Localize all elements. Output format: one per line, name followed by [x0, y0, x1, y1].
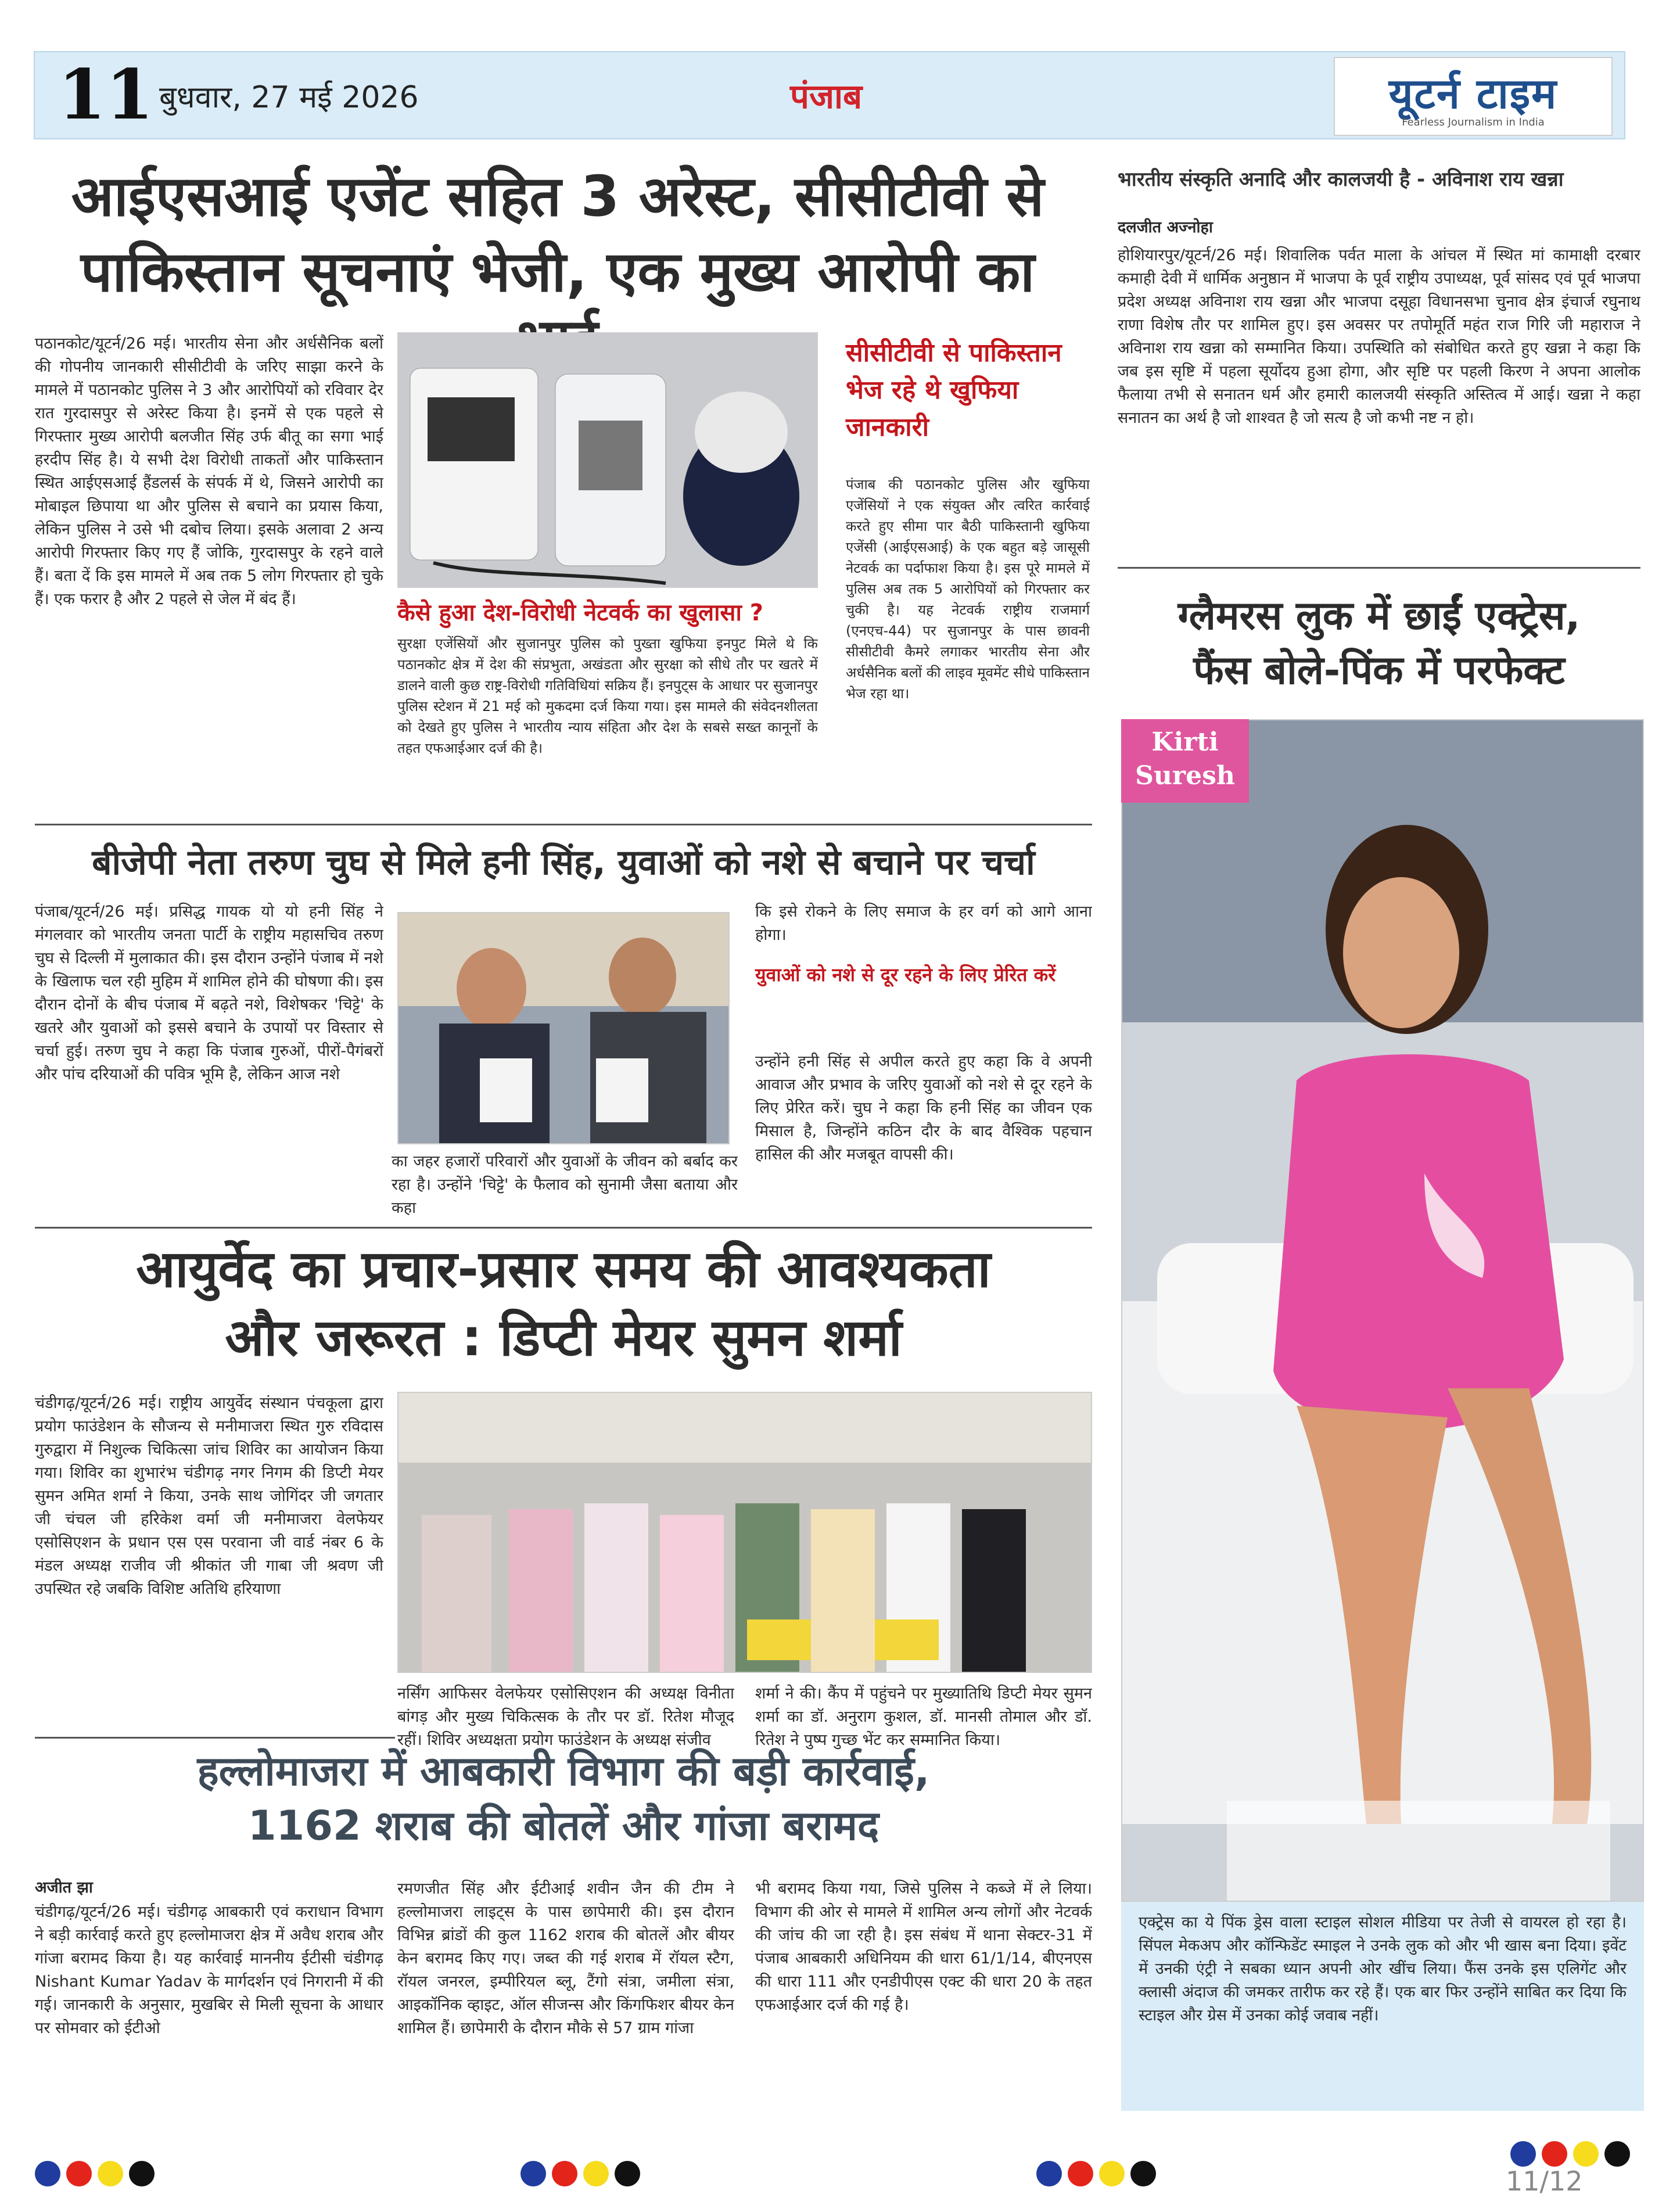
excise-headline-line2: 1162 शराब की बोतलें और गांजा बरामद [247, 1802, 879, 1850]
divider [35, 824, 1092, 825]
black-dot [129, 2161, 155, 2186]
actress-photo [1121, 719, 1644, 1902]
ayurveda-column-2: नर्सिंग आफिसर वेलफेयर एसोसिएशन की अध्यक्ष विनीता बांगड़ और मुख्य चिकित्सक के तौर पर डॉ. रितेश मौजूद रहीं। शिविर अध्यक्षता प्रयोग फाउंडेशन के अध्यक्ष संजीव [397, 1685, 734, 1749]
excise-column-1: चंडीगढ़/यूटर्न/26 मई। चंडीगढ़ आबकारी एवं कराधान विभाग ने बड़ी कार्रवाई करते हुए हल्लोमाजरा क्षेत्र में अवैध शराब और गांजा बरामद किया है। यह कार्रवाई माननीय ईटीसी चंडीगढ़ Nishant Kumar Yadav के मार्गदर्शन एवं निगरानी में की गई। जानकारी के अनुसार, मुखबिर से मिली सूचना के आधार पर सोमवार को ईटीओ [35, 1903, 383, 2037]
culture-body: होशियारपुर/यूटर्न/26 मई। शिवालिक पर्वत माला के आंचल में स्थित मां कामाक्षी दरबार कमाही देवी में धार्मिक अनुष्ठान में भाजपा के पूर्व राष्ट्रीय उपाध्यक्ष, पूर्व सांसद एवं पूर्व भाजपा प्रदेश अध्यक्ष अविनाश राय खन्ना और भाजपा दसूहा विधानसभा चुनाव क्षेत्र इंचार्ज रघुनाथ राणा विशेष तौर पर शामिल हुए। इस अवसर पर तपोमूर्ति महंत राज गिरि जी महाराज ने अविनाश राय खन्ना को सम्मानित किया। उपस्थिति को संबोधित करते हुए खन्ना ने कहा कि जब इस सृष्टि में पहला सूर्योदय हुआ होगा, और सृष्टि पर पहली किरण ने अपना आलोक फैलाया तभी से सनातन धर्म और हमारी कालजयी संस्कृति अस्तित्व में आई। खन्ना ने कहा सनातन का अर्थ है जो शाश्वत है जो सत्य है जो कभी नष्ट न हो। [1118, 246, 1640, 427]
ayurveda-column-3: शर्मा ने की। कैंप में पहुंचने पर मुख्यातिथि डिप्टी मेयर सुमन शर्मा का डॉ. अनुराग कुशल, डॉ. मानसी तोमाल और डॉ. रितेश ने पुष्प गुच्छ भेंट कर सम्मानित किया। [755, 1685, 1092, 1749]
masthead [34, 51, 1625, 139]
actress-name-line2: Suresh [1135, 761, 1235, 791]
blue-dot [35, 2161, 60, 2186]
yellow-dot [1099, 2161, 1125, 2186]
isi-column-1: पठानकोट/यूटर्न/26 मई। भारतीय सेना और अर्धसैनिक बलों की गोपनीय जानकारी सीसीटीवी के जरिए साझा करने के मामले में पठानकोट पुलिस ने 3 और आरोपियों को रविवार देर रात गुरदासपुर से अरेस्ट किया है। इनमें से एक पहले से गिरफ्तार मुख्य आरोपी बलजीत सिंह उर्फ बीतू का सगा भाई हरदीप सिंह है। ये सभी देश विरोधी ताकतों और पाकिस्तान स्थित आईएसआई हैंडलर्स के संपर्क में थे, जिसने आरोपी का मोबाइल छिपाया था और पुलिस से बचाने का प्रयास किया, लेकिन पुलिस ने उसे भी दबोच लिया। इसके अलावा 2 अन्य आरोपी गिरफ्तार किए गए हैं जोकि, गुरदासपुर के रहने वाले हैं। बता दें कि इस मामले में अब तक 5 लोग गिरफ्तार हो चुके हैं। एक फरार है और 2 पहले से जेल में बंद हैं। [35, 335, 383, 608]
logo-text: यूटर्न टाइम [1388, 69, 1558, 118]
culture-headline: भारतीय संस्कृति अनादि और कालजयी है - अविनाश राय खन्ना [1118, 168, 1564, 191]
logo-tagline: Fearless Journalism in India [1402, 116, 1545, 128]
honey-singh-photo [397, 912, 730, 1144]
isi-photo-caption: कैसे हुआ देश-विरोधी नेटवर्क का खुलासा ? [397, 599, 763, 626]
color-registration-dots-1 [35, 2161, 155, 2190]
actress-headline-line2: फैंस बोले-पिंक में परफेक्ट [1193, 648, 1565, 694]
page-date: बुधवार, 27 मई 2026 [159, 80, 419, 115]
page-counter: 11/12 [1506, 2166, 1583, 2197]
section-name: पंजाब [790, 77, 863, 116]
red-dot [66, 2161, 92, 2186]
honey-column-1: पंजाब/यूटर्न/26 मई। प्रसिद्ध गायक यो यो हनी सिंह ने मंगलवार को भारतीय जनता पार्टी के राष्ट्रीय महासचिव तरुण चुघ से दिल्ली में मुलाकात की। इस दौरान उन्होंने पंजाब में नशे के खिलाफ चल रही मुहिम में शामिल होने की घोषणा की। इस दौरान दोनों के बीच पंजाब में बढ़ते नशे, विशेषकर 'चिट्टे' के खतरे और युवाओं को इससे बचाने के उपायों पर विस्तार से चर्चा हुई। तरुण चुघ ने कहा कि पंजाब गुरुओं, पीरों-पैगंबरों और पांच दरियाओं की पवित्र भूमि है, लेकिन आज नशे [35, 903, 383, 1083]
honey-column-3-body: उन्होंने हनी सिंह से अपील करते हुए कहा कि वे अपनी आवाज और प्रभाव के जरिए युवाओं को नशे से दूर रहने के लिए प्रेरित करें। चुघ ने कहा कि हनी सिंह का जीवन एक मिसाल है, जिन्होंने कठिन दौर के बाद वैश्विक पहचान हासिल की और मजबूत वापसी की। [755, 1053, 1092, 1164]
divider [1118, 567, 1640, 569]
yellow-dot [98, 2161, 123, 2186]
divider [35, 1227, 1092, 1229]
honey-column-3-top: कि इसे रोकने के लिए समाज के हर वर्ग को आगे आना होगा। [755, 903, 1092, 944]
newspaper-logo[interactable] [1334, 57, 1613, 136]
black-dot [1130, 2161, 1156, 2186]
isi-side-body: पंजाब की पठानकोट पुलिस और खुफिया एजेंसियों ने एक संयुक्त और त्वरित कार्रवाई करते हुए सीमा पार बैठी पाकिस्तानी खुफिया एजेंसी (आईएसआई) के एक बहुत बड़े जासूसी नेटवर्क का पर्दाफाश किया है। इस पूरे मामले में पुलिस अब तक 5 आरोपियों को गिरफ्तार कर चुकी है। यह नेटवर्क राष्ट्रीय राजमार्ग (एनएच-44) पर सुजानपुर के पास छावनी सीसीटीवी कैमरे लगाकर भारतीय सेना और अर्धसैनिक बलों की लाइव मूवमेंट सीधे पाकिस्तान भेज रहा था। [846, 476, 1090, 702]
yellow-dot [1573, 2141, 1599, 2167]
isi-headline-line2: पाकिस्तान सूचनाएं भेजी, एक मुख्य आरोपी का [80, 239, 1035, 304]
yellow-dot [583, 2161, 609, 2186]
ayurveda-column-1: चंडीगढ़/यूटर्न/26 मई। राष्ट्रीय आयुर्वेद संस्थान पंचकूला द्वारा प्रयोग फाउंडेशन के सौजन्य से मनीमाजरा स्थित गुरु रविदास गुरुद्वारा में निशुल्क चिकित्सा जांच शिविर का आयोजन किया गया। शिविर का शुभारंभ चंडीगढ़ नगर निगम की डिप्टी मेयर सुमन अमित शर्मा ने किया, उनके साथ जोगिंदर जी जगतार जी चंचल जी हरिकेश वर्मा जी मनीमाजरा वेलफेयर एसोसिएशन के प्रधान एस एस परवाना जी वार्ड नंबर 6 के मंडल अध्यक्ष राजीव जी श्रीकांत जी गाबा जी श्रवण जी उपस्थित रहे जबकि विशिष्ट अतिथि हरियाणा [35, 1394, 383, 1598]
actress-caption: एक्ट्रेस का ये पिंक ड्रेस वाला स्टाइल सोशल मीडिया पर तेजी से वायरल हो रहा है। सिंपल मेकअप और कॉन्फिडेंट स्माइल ने उनके लुक को और भी खास बना दिया। इवेंट में उनकी एंट्री ने सबका ध्यान अपनी ओर खींच लिया। फैंस उनके इस एलिगेंट और क्लासी अंदाज की जमकर तारीफ कर रहे हैं। एक बार फिर उन्होंने साबित कर दिया कि स्टाइल और ग्रेस में उनका कोई जवाब नहीं। [1121, 1902, 1644, 2111]
divider [35, 1737, 395, 1739]
blue-dot [1510, 2141, 1536, 2167]
isi-headline-line1: आईएसआई एजेंट सहित 3 अरेस्ट, सीसीटीवी से [71, 164, 1044, 229]
culture-byline: दलजीत अज्नोहा [1118, 218, 1213, 236]
meeting-image [398, 913, 730, 1144]
red-dot [1542, 2141, 1567, 2167]
excise-byline: अजीत झा [35, 1879, 93, 1897]
excise-column-3: भी बरामद किया गया, जिसे पुलिस ने कब्जे में ले लिया। विभाग की ओर से मामले में शामिल अन्य लोगों और नेटवर्क की जांच की जा रही है। इस संबंध में थाना सेक्टर-31 में पंजाब आबकारी अधिनियम की धारा 61/1/14, बीएनएस की धारा 111 और एनडीपीएस एक्ट की धारा 20 के तहत एफआईआर दर्ज की गई है। [755, 1880, 1092, 2014]
cctv-equipment-image [398, 333, 818, 588]
color-registration-dots-3 [1036, 2161, 1156, 2190]
actress-image [1122, 720, 1644, 1902]
ayurveda-headline-line2: और जरूरत : डिप्टी मेयर सुमन शर्मा [225, 1308, 902, 1367]
ayurveda-headline-line1: आयुर्वेद का प्रचार-प्रसार समय की आवश्यकता [136, 1239, 991, 1299]
color-registration-dots-2 [520, 2161, 640, 2190]
honey-subhead: युवाओं को नशे से दूर रहने के लिए प्रेरित करें [755, 964, 1056, 986]
group-photo-image [398, 1393, 1092, 1673]
ayurveda-camp-photo [397, 1392, 1092, 1673]
red-dot [552, 2161, 577, 2186]
page-number: 11 [58, 54, 154, 135]
black-dot [615, 2161, 640, 2186]
excise-column-2: रमणजीत सिंह और ईटीआई शवीन जैन की टीम ने हल्लोमाजरा लाइट्स के पास छापेमारी की। इस दौरान विभिन्न ब्रांडों की कुल 1162 शराब की बोतलें और बीयर केन बरामद किए गए। जब्त की गई शराब में रॉयल स्टैग, रॉयल जनरल, इम्पीरियल ब्लू, टैंगो संत्रा, जमीला संत्रा, आइकॉनिक व्हाइट, ऑल सीजन्स और किंगफिशर बीयर केन शामिल हैं। छापेमारी के दौरान मौके से 57 ग्राम गांजा [397, 1880, 734, 2037]
actress-name-tag [1121, 719, 1249, 803]
isi-evidence-photo [397, 332, 818, 588]
isi-caption-body: सुरक्षा एजेंसियों और सुजानपुर पुलिस को पुख्ता खुफिया इनपुट मिले थे कि पठानकोट क्षेत्र में देश की संप्रभुता, अखंडता और सुरक्षा को सीधे तौर पर खतरे में डालने वाली कुछ राष्ट्र-विरोधी गतिविधियां सक्रिय हैं। इनपुट्स के आधार पर सुजानपुर पुलिस स्टेशन में 21 मई को मुकदमा दर्ज किया गया। इस मामले की संवेदनशीलता को देखते हुए पुलिस ने भारतीय न्याय संहिता और देश के सबसे सख्त कानूनों के तहत एफआईआर दर्ज की है। [397, 635, 818, 756]
excise-headline-line1: हल्लोमाजरा में आबकारी विभाग की बड़ी कार्रवाई, [197, 1747, 930, 1795]
blue-dot [520, 2161, 546, 2186]
actress-headline-line1: ग्लैमरस लुक में छाईं एक्ट्रेस, [1177, 593, 1581, 639]
red-dot [1068, 2161, 1093, 2186]
honey-headline: बीजेपी नेता तरुण चुघ से मिले हनी सिंह, युवाओं को नशे से बचाने पर चर्चा [92, 842, 1035, 883]
black-dot [1604, 2141, 1630, 2167]
actress-name-line1: Kirti [1151, 727, 1219, 757]
honey-photo-caption: का जहर हजारों परिवारों और युवाओं के जीवन को बर्बाद कर रहा है। उन्होंने 'चिट्टे' के फैलाव को सुनामी जैसा बताया और कहा [392, 1152, 738, 1217]
blue-dot [1036, 2161, 1062, 2186]
isi-side-headline: सीसीटीवी से पाकिस्तान भेज रहे थे खुफिया जानकारी [846, 338, 1062, 442]
